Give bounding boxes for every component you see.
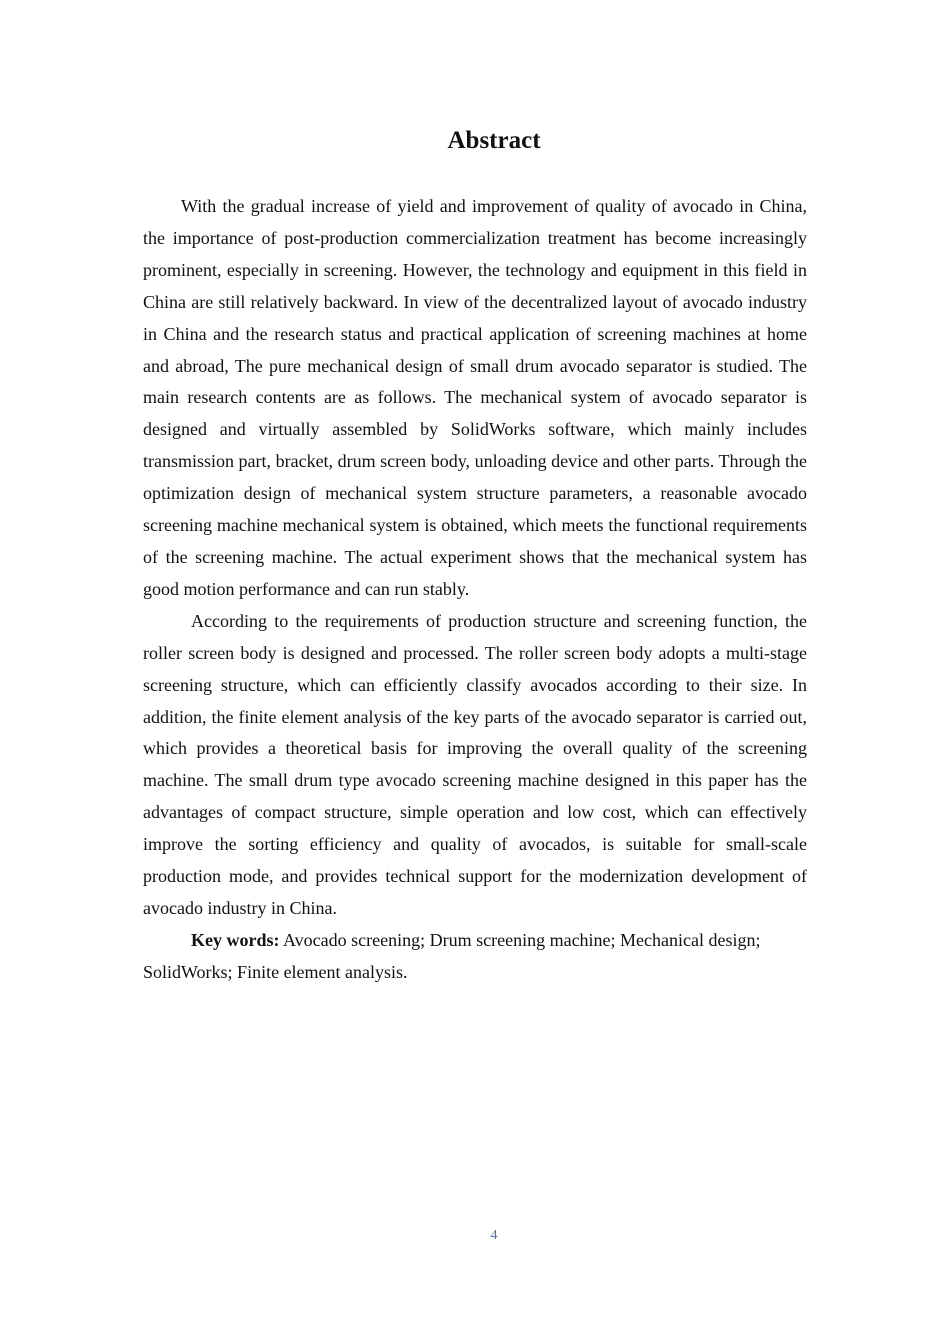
abstract-title: Abstract [447, 127, 541, 154]
keywords-text: Avocado screening; Drum screening machine; Mechanical design; SolidWorks; Finite element analysis. [143, 929, 761, 982]
abstract-paragraph-1: With the gradual increase of yield and improvement of quality of avocado in China, the importance of post-production commercialization treatment has become increasingly prominent, especially in screening. However, the technology and equipment in this field in China are still relatively backward. In view of the decentralized layout of avocado industry in China and the research status and practical application of screening machines at home and abroad, The pure mechanical design of small drum avocado separator is studied. The main research contents are as follows. The mechanical system of avocado separator is designed and virtually assembled by SolidWorks software, which mainly includes transmission part, bracket, drum screen body, unloading device and other parts. Through the optimization design of mechanical system structure parameters, a reasonable avocado screening machine mechanical system is obtained, which meets the functional requirements of the screening machine. The actual experiment shows that the mechanical system has good motion performance and can run stably. [143, 196, 807, 599]
abstract-body [143, 191, 807, 989]
abstract-paragraph-2: According to the requirements of production structure and screening function, the roller screen body is designed and processed. The roller screen body adopts a multi-stage screening structure, which can efficiently classify avocados according to their size. In addition, the finite element analysis of the key parts of the avocado separator is carried out, which provides a theoretical basis for improving the overall quality of the screening machine. The small drum type avocado screening machine designed in this paper has the advantages of compact structure, simple operation and low cost, which can effectively improve the sorting efficiency and quality of avocados, is suitable for small-scale production mode, and provides technical support for the modernization development of avocado industry in China. [143, 610, 807, 918]
keywords-label: Key words: [191, 929, 280, 950]
keywords-line [143, 925, 807, 989]
page-number: 4 [490, 1228, 498, 1243]
